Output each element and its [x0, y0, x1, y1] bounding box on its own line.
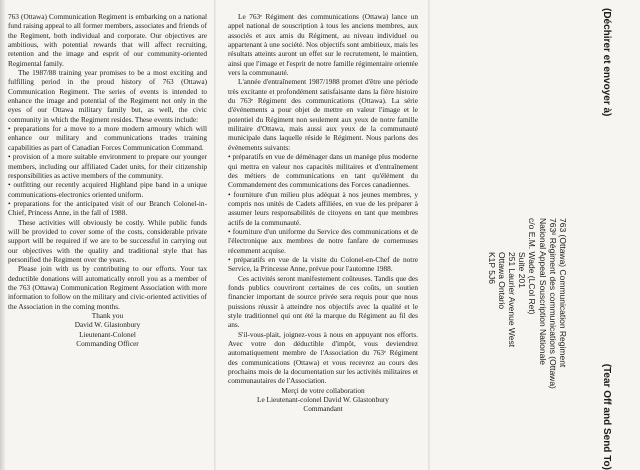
english-paragraph-3: These activities will obviously be costly. While public funds will be provided to cover some of the costs, considerable private support will be required if we are to be successful in carrying out our objectives with the quality and traditional style that has personified the Regiment over the years. — [8, 217, 207, 264]
tear-off-english: (Tear Off and Send To) — [601, 363, 612, 470]
french-bullet: • fourniture d'un milieu plus adéquat à nos jeunes membres, y compris nos unités de Cadets affiliées, en vue de les préparer à assumer leurs responsabilités de citoyens en tant que membres actifs de la communauté. — [228, 189, 418, 227]
french-intro: Le 763ᵉ Régiment des communications (Ottawa) lance un appel national de souscription à tous les anciens membres, aux associés et aux amis du Régiment, au niveau individuel ou appartenant à une société. Nos objectifs sont ambitieux, mais les résultats atteints auront un effet sur le recrutement, le maintien, ainsi que l'image et l'esprit de notre famille régimentaire orientée vers la communauté. — [228, 12, 418, 78]
english-paragraph-2: The 1987/88 training year promises to be a most exciting and fulfilling period in the proud history of 763 (Ottawa) Communication Regiment. The series of events is intended to enhance the image and potential of the Regiment not only in the eyes of our Ottawa military family but, as well, the civic community in which the Regiment resides. These events include: — [8, 68, 207, 124]
english-intro: 763 (Ottawa) Communication Regiment is embarking on a national fund raising appeal to all former members, associates and friends of the Regiment, both individual and corporate. Our objectives are ambitious, with potential rewards that will affect recruiting, retention and the image and esprit of our community-oriented Regimental family. — [8, 12, 207, 68]
tear-off-instruction — [592, 8, 612, 470]
english-bullet: • provision of a more suitable environment to prepare our younger members, including our affiliated Cadet units, for their citizenship responsibilities as active members of the community. — [8, 152, 207, 180]
scan-edge-shadow — [0, 0, 6, 470]
french-paragraph-3: Ces activités seront manifestement coûteuses. Tandis que des fonds publics couvriront certaines de ces coûts, un soutien financier important de source privée sera requis pour que nous puissions réussir à atteindre nos objectifs avec la qualité et le style traditionnel qui ont été la marque du Régiment au fil des ans. — [228, 273, 418, 330]
english-letter-column — [8, 12, 207, 348]
french-paragraph-4: S'il-vous-plait, joignez-vous à nous en appuyant nos efforts. Avec votre don déductible d'impôt, vous deviendrez automatiquement membre de l'Association du 763ᵉ Régiment des communications (Ottawa) et vous recevrez au cours des prochains mois de la documentation sur les activités militaires et communautaires de l'Association. — [228, 329, 418, 386]
french-bullet: • préparatifs en vue de la visite du Colonel-en-Chef de notre Service, la Princesse Anne, prévue pour l'automne 1988. — [228, 254, 418, 274]
french-bullet: • fourniture d'un uniforme du Service des communications et de l'électronique aux membres de notre fanfare de cornemuses récemment acquise. — [228, 226, 418, 255]
english-bullet: • preparations for a move to a more modern armoury which will enhance our military and communications trades training capabilities as part of Canadian Forces Communication Command. — [8, 124, 207, 152]
english-thanks: Thank you — [91, 311, 124, 320]
french-thanks: Merçi de votre collaboration — [281, 385, 365, 395]
fold-line-right — [428, 0, 430, 470]
address-line: K1P 5J6 — [486, 252, 497, 284]
address-line: 763 (Ottawa) Communication Regiment — [558, 218, 568, 368]
address-line: c/o E.M. Wade (LCol Ret) — [527, 218, 538, 315]
fold-line-left — [214, 0, 216, 470]
address-line: Suite 201 — [517, 252, 528, 288]
english-role: Commanding Officer — [76, 339, 139, 349]
address-line: 763ᵉ Régiment des communications (Ottawa) — [547, 218, 558, 389]
french-bullet: • préparatifs en vue de déménager dans un manège plus moderne qui mettra en valeur nos capacités militaires et d'entraînement des métiers de communications en tant qu'élément du Commandement des communications des Forces canadiennes. — [228, 152, 418, 190]
english-bullet: • preparations for the anticipated visit of our Branch Colonel-in-Chief, Princess Anne, in the fall of 1988. — [8, 198, 207, 218]
french-paragraph-2: L'année d'entraînement 1987/1988 promet d'être une période très excitante et profondément satisfaisante dans la fière histoire du 763ᵉ Régiment des communications (Ottawa). La série d'événements a pour objet de mettre en valeur l'image et le potentiel du Régiment non seulement aux yeux de notre famille militaire d'Ottawa, mais aussi aux yeux de la communauté municipale dans laquelle réside le Régiment. Nous parlons des événements suivants: — [228, 77, 418, 152]
address-line: 251 Laurier Avenue West — [506, 252, 517, 348]
address-line: National Appeal Souscription Nationale — [537, 218, 548, 365]
french-role: Commandant — [303, 404, 343, 414]
english-paragraph-4: Please join with us by contributing to our efforts. Your tax deductible donations will automatically enroll you as a member of the 763 (Ottawa) Communication Regiment Association with more information to follow on the military and civic-oriented activities of the Association in the coming months. — [8, 264, 207, 311]
mailing-address-block — [486, 218, 568, 389]
english-signer: David W. Glastonbury — [74, 320, 141, 330]
english-bullet: • outfitting our recently acquired Highland pipe band in a unique communications-electronics oriented uniform. — [8, 180, 207, 199]
french-letter-column — [228, 12, 418, 414]
address-line: Ottawa Ontario — [496, 252, 507, 310]
tear-off-french: (Déchirer et envoyer à) — [601, 8, 612, 117]
french-signer: Le Lieutenant-colonel David W. Glastonbury — [257, 395, 389, 405]
english-rank: Lieutenant-Colonel — [79, 329, 136, 339]
